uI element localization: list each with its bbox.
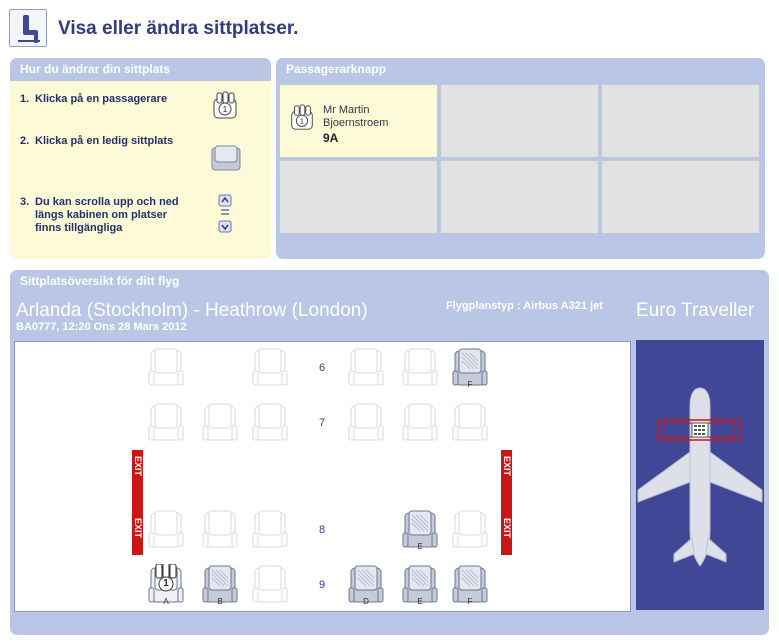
seat-available[interactable] (402, 509, 438, 551)
passenger-name-line2: Bjoernstroem (323, 117, 389, 129)
help-box (10, 81, 271, 259)
seat-occupied[interactable] (148, 564, 184, 606)
flight-info: BA0777, 12:20 Ons 28 Mars 2012 (16, 321, 187, 333)
help-step-text: Klicka på en passagerare (35, 93, 168, 105)
seat-unavailable (202, 402, 238, 444)
seat-available[interactable] (452, 347, 488, 389)
seat-unavailable (148, 509, 184, 551)
route-title: Arlanda (Stockholm) - Heathrow (London) (16, 300, 368, 321)
empty-passenger-slot (440, 160, 599, 234)
seat-available[interactable] (402, 564, 438, 606)
exit-label: EXIT (502, 456, 512, 477)
seat-letter: E (417, 597, 423, 606)
help-step-3 (20, 196, 200, 256)
seat-unavailable (402, 347, 438, 389)
help-step-number: 1. (20, 93, 30, 105)
help-panel (10, 58, 271, 259)
help-step-1 (20, 93, 200, 123)
row-number: 7 (318, 417, 326, 429)
seat-letter: F (467, 597, 473, 606)
scroll-arrows-icon (218, 194, 232, 234)
empty-passenger-slot (601, 160, 760, 234)
exit-label: EXIT (133, 518, 143, 539)
row-number: 8 (318, 524, 326, 536)
aircraft-overview[interactable] (636, 340, 764, 610)
seatmap-heading: Sittplatsöversikt för ditt flyg (20, 274, 180, 288)
passenger-badge: 1 (299, 116, 305, 126)
exit-label: EXIT (133, 456, 143, 477)
empty-passenger-slot (440, 84, 599, 158)
passenger-heading: Passagerarknapp (286, 62, 387, 76)
passenger-button[interactable] (279, 84, 438, 158)
seat-unavailable (452, 509, 488, 551)
help-step-number: 3. (20, 196, 30, 208)
row-number: 6 (318, 362, 326, 374)
passenger-panel (276, 58, 765, 259)
free-seat-icon (210, 144, 242, 172)
exit-marker-left (132, 450, 143, 555)
plane-type: Flygplanstyp : Airbus A321 jet (446, 300, 603, 312)
page-title: Visa eller ändra sittplatser. (58, 18, 299, 39)
passenger-name (323, 104, 388, 130)
help-heading: Hur du ändrar din sittplats (20, 62, 171, 76)
empty-passenger-slot (601, 84, 760, 158)
seat-unavailable (452, 402, 488, 444)
seat-map[interactable] (14, 341, 631, 612)
passenger-grid (279, 84, 762, 236)
exit-label: EXIT (502, 518, 512, 539)
help-step-text: Klicka på en ledig sittplats (35, 135, 174, 147)
passenger-seat: 9A (323, 131, 339, 145)
passenger-badge: 1 (163, 578, 169, 589)
svg-text:1: 1 (222, 105, 228, 114)
seat-unavailable (148, 402, 184, 444)
seat-letter: B (217, 597, 223, 606)
seat-unavailable (402, 402, 438, 444)
seat-unavailable (348, 347, 384, 389)
seat-unavailable (148, 347, 184, 389)
passenger-icon (288, 103, 316, 133)
seat-unavailable (252, 347, 288, 389)
seat-unavailable (252, 402, 288, 444)
cabin-class: Euro Traveller (636, 300, 755, 321)
seat-header-icon (9, 9, 47, 47)
seat-unavailable (252, 509, 288, 551)
seat-available[interactable] (202, 564, 238, 606)
passenger-icon (210, 91, 240, 121)
seat-unavailable (348, 402, 384, 444)
empty-passenger-slot (279, 160, 438, 234)
seatmap-panel (10, 270, 769, 635)
row-number: 9 (318, 579, 326, 591)
seat-letter: E (417, 542, 423, 551)
help-step-number: 2. (20, 135, 30, 147)
seat-letter: D (363, 597, 369, 606)
seat-unavailable (252, 564, 288, 606)
exit-marker-right (501, 450, 512, 555)
seat-letter: A (163, 597, 169, 606)
seat-available[interactable] (452, 564, 488, 606)
seat-available[interactable] (348, 564, 384, 606)
help-step-text: Du kan scrolla upp och ned längs kabinen om platser finns tillgängliga (35, 196, 179, 234)
help-step-2 (20, 135, 200, 165)
seat-unavailable (202, 509, 238, 551)
seat-letter: F (467, 380, 473, 389)
passenger-name-line1: Mr Martin (323, 104, 370, 116)
